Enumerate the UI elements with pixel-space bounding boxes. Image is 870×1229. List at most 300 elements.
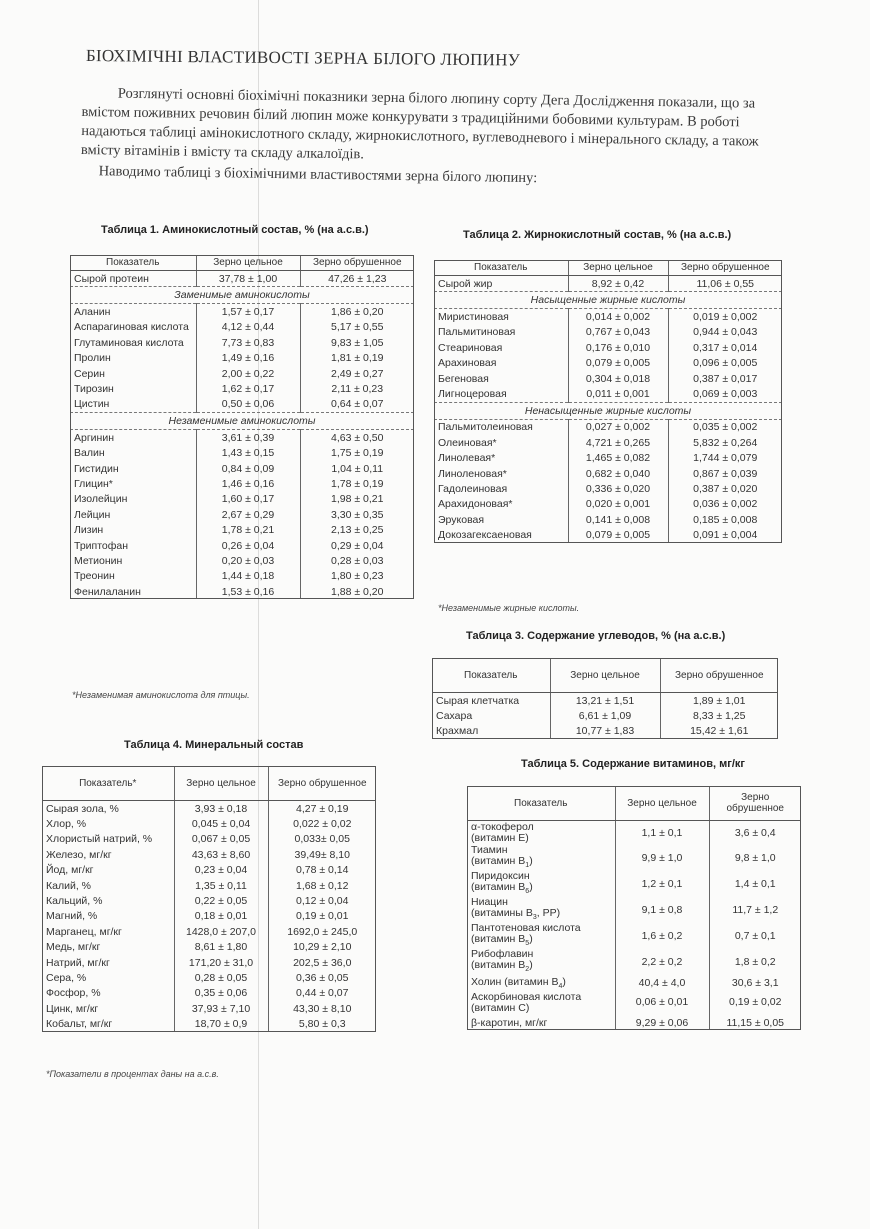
table-row — [70, 476, 414, 491]
label-part: Рибофлавин — [471, 948, 534, 961]
label-part: Железо, мг/кг — [46, 848, 112, 861]
table-row — [467, 897, 801, 923]
label-part: Глутаминовая кислота — [74, 336, 184, 349]
table-row — [42, 878, 376, 893]
label-part: Миристиновая — [438, 311, 509, 324]
cell-hulled: 0,033± 0,05 — [268, 832, 376, 847]
table-row — [467, 821, 801, 846]
table-row — [70, 335, 414, 350]
label-part: Лигноцеровая — [438, 388, 507, 401]
cell-hulled: 2,49 ± 0,27 — [300, 366, 414, 381]
cell-hulled: 0,7 ± 0,1 — [709, 923, 801, 949]
table-row — [467, 975, 801, 990]
label-part: 2 — [525, 966, 530, 974]
row-label — [70, 351, 196, 366]
carbohydrate-table — [432, 658, 778, 739]
row-label — [42, 909, 174, 924]
table-row — [434, 371, 782, 386]
table5-caption: Таблица 5. Содержание витаминов, мг/кг — [521, 758, 745, 770]
table-row — [70, 430, 414, 446]
cell-whole: 9,29 ± 0,06 — [615, 1015, 709, 1030]
row-label — [434, 497, 568, 512]
table-row — [42, 893, 376, 908]
cell-hulled: 0,19 ± 0,02 — [709, 991, 801, 1015]
cell-whole: 1,49 ± 0,16 — [196, 351, 300, 366]
col-header: Зерно цельное — [174, 766, 268, 801]
label-part: Магний, % — [46, 910, 98, 923]
label-part: Сера, % — [46, 971, 87, 984]
label-part: Серин — [74, 367, 105, 380]
table-row — [70, 553, 414, 568]
label-part: Пантотеновая кислота — [471, 922, 581, 935]
row-label — [434, 435, 568, 450]
cell-hulled: 10,29 ± 2,10 — [268, 940, 376, 955]
label-part: Калий, % — [46, 879, 91, 892]
label-part: (витамин В — [471, 881, 526, 894]
cell-whole: 3,61 ± 0,39 — [196, 430, 300, 446]
label-part: Ниацин — [471, 896, 508, 909]
cell-hulled: 2,11 ± 0,23 — [300, 381, 414, 396]
row-label — [42, 924, 174, 939]
cell-hulled: 11,7 ± 1,2 — [709, 897, 801, 923]
cell-whole: 1,2 ± 0,1 — [615, 871, 709, 897]
cell-whole: 40,4 ± 4,0 — [615, 975, 709, 990]
cell-hulled: 1,8 ± 0,2 — [709, 949, 801, 975]
cell-whole: 1,53 ± 0,16 — [196, 584, 300, 599]
label-part: Йод, мг/кг — [46, 864, 94, 877]
row-label — [42, 878, 174, 893]
cell-hulled: 5,80 ± 0,3 — [268, 1016, 376, 1031]
label-part: Медь, мг/кг — [46, 941, 101, 954]
table-row — [70, 397, 414, 413]
cell-whole: 171,20 ± 31,0 — [174, 955, 268, 970]
cell-whole: 37,93 ± 7,10 — [174, 1001, 268, 1016]
label-part: Аспарагиновая кислота — [74, 321, 189, 334]
cell-hulled: 0,78 ± 0,14 — [268, 863, 376, 878]
cell-whole: 0,22 ± 0,05 — [174, 893, 268, 908]
cell-whole: 43,63 ± 8,60 — [174, 847, 268, 862]
label-part: (витамины В — [471, 907, 533, 920]
row-label — [70, 381, 196, 396]
cell-hulled: 0,022 ± 0,02 — [268, 816, 376, 831]
col-header: Зерно обрушенное — [709, 786, 801, 821]
cell-whole: 10,77 ± 1,83 — [550, 724, 660, 739]
table-row — [42, 832, 376, 847]
cell-hulled: 0,069 ± 0,003 — [668, 386, 782, 402]
cell-hulled: 0,035 ± 0,002 — [668, 419, 782, 435]
amino-acid-table — [70, 255, 414, 599]
label-part: ) — [529, 855, 533, 867]
row-label — [432, 708, 550, 723]
label-part: Линолевая* — [438, 452, 496, 465]
cell-hulled: 3,30 ± 0,35 — [300, 507, 414, 522]
label-part: Лизин — [74, 524, 104, 537]
table-row — [42, 801, 376, 817]
row-label — [42, 940, 174, 955]
label-part: Аскорбиновая кислота — [471, 990, 582, 1003]
table3-caption: Таблица 3. Содержание углеводов, % (на а.с.в.) — [466, 630, 726, 642]
label-part: Метионин — [74, 554, 123, 567]
label-part: Олеиновая* — [438, 436, 497, 449]
label-part: (витамин Е) — [471, 832, 529, 844]
table4-caption: Таблица 4. Минеральный состав — [124, 739, 304, 751]
table2-caption: Таблица 2. Жирнокислотный состав, % (на а.с.в.) — [463, 229, 732, 241]
cell-whole: 1,43 ± 0,15 — [196, 446, 300, 461]
label-part: Треонин — [74, 570, 115, 583]
col-header: Зерно обрушенное — [300, 255, 414, 271]
row-label: Сырой жир — [438, 277, 493, 290]
row-label — [434, 356, 568, 371]
cell-hulled: 0,317 ± 0,014 — [668, 340, 782, 355]
label-part: Фосфор, % — [46, 987, 101, 1000]
table-row — [42, 1001, 376, 1016]
row-label — [70, 304, 196, 320]
cell-whole: 0,014 ± 0,002 — [568, 309, 668, 325]
col-header: Зерно цельное — [196, 255, 300, 271]
label-part: Гадолеиновая — [438, 482, 508, 495]
label-part: Глицин* — [74, 477, 113, 490]
cell-whole: 0,18 ± 0,01 — [174, 909, 268, 924]
cell-hulled: 0,19 ± 0,01 — [268, 909, 376, 924]
table-row — [70, 461, 414, 476]
row-label — [42, 970, 174, 985]
row-label — [434, 512, 568, 527]
label-part: ) — [529, 959, 533, 972]
row-label — [70, 397, 196, 413]
label-part: Валин — [74, 447, 105, 460]
label-part: Пальмитиновая — [438, 326, 516, 339]
label-part: Пролин — [74, 352, 111, 365]
row-label — [467, 1015, 615, 1030]
cell-whole: 9,1 ± 0,8 — [615, 897, 709, 923]
table-row — [434, 512, 782, 527]
row-label — [42, 832, 174, 847]
label-part: Линоленовая* — [438, 467, 507, 480]
table-row — [42, 955, 376, 970]
cell-whole: 0,020 ± 0,001 — [568, 497, 668, 512]
row-label: Сырой протеин — [74, 272, 149, 285]
row-label — [42, 955, 174, 970]
table-row — [432, 708, 778, 723]
table-row — [70, 522, 414, 537]
cell-whole: 0,027 ± 0,002 — [568, 419, 668, 435]
cell-hulled: 1,86 ± 0,20 — [300, 304, 414, 320]
cell-hulled: 5,17 ± 0,55 — [300, 320, 414, 335]
row-label — [42, 893, 174, 908]
col-header: Показатель — [70, 255, 196, 271]
cell-whole: 0,682 ± 0,040 — [568, 466, 668, 481]
row-label — [70, 476, 196, 491]
label-part: ) — [562, 976, 566, 989]
cell-whole: 3,93 ± 0,18 — [174, 801, 268, 817]
cell-hulled: 43,30 ± 8,10 — [268, 1001, 376, 1016]
col-header: Показатель — [432, 658, 550, 693]
label-part: 6 — [525, 888, 530, 896]
label-part: ) — [529, 933, 533, 946]
cell-whole: 37,78 ± 1,00 — [196, 271, 300, 287]
row-label — [434, 386, 568, 402]
table-row — [432, 724, 778, 739]
cell-whole: 1,60 ± 0,17 — [196, 492, 300, 507]
cell-whole: 1428,0 ± 207,0 — [174, 924, 268, 939]
table-row — [467, 949, 801, 975]
table-row — [432, 693, 778, 709]
table1-footnote: *Незаменимая аминокислота для птицы. — [72, 690, 250, 700]
cell-hulled: 0,185 ± 0,008 — [668, 512, 782, 527]
table-row — [434, 435, 782, 450]
cell-whole: 0,35 ± 0,06 — [174, 986, 268, 1001]
row-label — [70, 584, 196, 599]
label-part: Аргинин — [74, 431, 115, 444]
cell-whole: 4,12 ± 0,44 — [196, 320, 300, 335]
table-row — [434, 340, 782, 355]
cell-hulled: 0,387 ± 0,020 — [668, 481, 782, 496]
label-part: (витамин С) — [471, 1001, 530, 1014]
cell-whole: 0,23 ± 0,04 — [174, 863, 268, 878]
cell-whole: 1,465 ± 0,082 — [568, 451, 668, 466]
row-label — [434, 419, 568, 435]
intro-text — [80, 84, 781, 192]
label-part: Эруковая — [438, 513, 485, 526]
table4-footnote: *Показатели в процентах даны на а.с.в. — [46, 1069, 219, 1079]
row-label — [432, 724, 550, 739]
cell-hulled: 0,036 ± 0,002 — [668, 497, 782, 512]
cell-whole: 0,079 ± 0,005 — [568, 527, 668, 542]
table-row — [70, 446, 414, 461]
row-label — [467, 845, 615, 871]
label-part: Хлор, % — [46, 818, 87, 831]
label-part: Изолейцин — [74, 493, 128, 506]
cell-whole: 4,721 ± 0,265 — [568, 435, 668, 450]
cell-hulled: 0,944 ± 0,043 — [668, 325, 782, 340]
cell-whole: 0,767 ± 0,043 — [568, 325, 668, 340]
cell-hulled: 1,744 ± 0,079 — [668, 451, 782, 466]
label-part: β-каротин, мг/кг — [471, 1016, 548, 1029]
label-part: Кальций, % — [46, 895, 103, 908]
page-title: БІОХІМІЧНІ ВЛАСТИВОСТІ ЗЕРНА БІЛОГО ЛЮПИНУ — [85, 46, 521, 70]
cell-hulled: 1,68 ± 0,12 — [268, 878, 376, 893]
cell-hulled: 11,06 ± 0,55 — [668, 276, 782, 292]
row-label — [70, 538, 196, 553]
row-label — [434, 481, 568, 496]
label-part: Арахидоновая* — [438, 498, 513, 511]
col-header: Зерно цельное — [568, 260, 668, 276]
label-part: Гистидин — [74, 462, 119, 475]
cell-hulled: 1692,0 ± 245,0 — [268, 924, 376, 939]
table-row — [434, 386, 782, 402]
table-row — [70, 366, 414, 381]
cell-hulled: 1,98 ± 0,21 — [300, 492, 414, 507]
table-row — [42, 970, 376, 985]
label-part: 3 — [532, 914, 537, 922]
vitamin-table — [467, 786, 801, 1030]
table-row — [467, 845, 801, 871]
table-row — [42, 816, 376, 831]
cell-hulled: 0,64 ± 0,07 — [300, 397, 414, 413]
cell-whole: 2,00 ± 0,22 — [196, 366, 300, 381]
cell-hulled: 30,6 ± 3,1 — [709, 975, 801, 990]
label-part: Сырая клетчатка — [436, 694, 520, 707]
table2-footnote: *Незаменимые жирные кислоты. — [438, 603, 580, 613]
cell-hulled: 0,29 ± 0,04 — [300, 538, 414, 553]
cell-hulled: 1,80 ± 0,23 — [300, 569, 414, 584]
cell-whole: 1,46 ± 0,16 — [196, 476, 300, 491]
section-header: Насыщенные жирные кислоты — [434, 292, 782, 309]
cell-hulled: 0,867 ± 0,039 — [668, 466, 782, 481]
table-row — [434, 309, 782, 325]
row-label — [70, 335, 196, 350]
row-label — [42, 986, 174, 1001]
table-row — [70, 507, 414, 522]
cell-hulled: 3,6 ± 0,4 — [709, 821, 801, 846]
table-row — [434, 481, 782, 496]
label-part: Марганец, мг/кг — [46, 925, 122, 938]
cell-hulled: 0,44 ± 0,07 — [268, 986, 376, 1001]
fatty-acid-table — [434, 260, 782, 543]
label-part: (витамин В — [471, 933, 526, 946]
cell-whole: 8,92 ± 0,42 — [568, 276, 668, 292]
row-label — [42, 863, 174, 878]
label-part: Бегеновая — [438, 372, 489, 385]
intro-lead: Наводимо таблиці з біохімічними властивостями зерна білого люпину: — [98, 163, 538, 187]
cell-whole: 0,20 ± 0,03 — [196, 553, 300, 568]
row-label — [434, 309, 568, 325]
label-part: Сырая зола, % — [46, 802, 119, 815]
label-part: Крахмал — [436, 725, 479, 738]
row-label — [434, 371, 568, 386]
row-label — [42, 1001, 174, 1016]
cell-hulled: 1,75 ± 0,19 — [300, 446, 414, 461]
row-label — [70, 446, 196, 461]
row-label — [70, 320, 196, 335]
cell-hulled: 0,019 ± 0,002 — [668, 309, 782, 325]
row-label — [70, 366, 196, 381]
fold-line — [258, 0, 259, 1229]
cell-hulled: 4,27 ± 0,19 — [268, 801, 376, 817]
label-part: Арахиновая — [438, 357, 497, 370]
label-part: 4 — [558, 983, 563, 991]
cell-whole: 6,61 ± 1,09 — [550, 708, 660, 723]
row-label — [467, 897, 615, 923]
label-part: Тирозин — [74, 383, 114, 396]
row-label — [70, 430, 196, 446]
table-row — [70, 538, 414, 553]
label-part: (витамин В — [471, 959, 526, 972]
cell-whole: 1,57 ± 0,17 — [196, 304, 300, 320]
table-row — [434, 451, 782, 466]
cell-whole: 9,9 ± 1,0 — [615, 845, 709, 871]
table-row — [42, 986, 376, 1001]
row-label — [467, 923, 615, 949]
cell-hulled: 4,63 ± 0,50 — [300, 430, 414, 446]
cell-whole: 0,50 ± 0,06 — [196, 397, 300, 413]
table-row — [42, 924, 376, 939]
cell-whole: 0,067 ± 0,05 — [174, 832, 268, 847]
cell-hulled: 1,89 ± 1,01 — [660, 693, 778, 709]
col-header: Зерно обрушенное — [660, 658, 778, 693]
label-part: α-токоферол — [471, 821, 534, 833]
cell-hulled: 202,5 ± 36,0 — [268, 955, 376, 970]
label-part: Триптофан — [74, 539, 129, 552]
cell-hulled: 39,49± 8,10 — [268, 847, 376, 862]
col-header: Зерно обрушенное — [668, 260, 782, 276]
label-part: Стеариновая — [438, 341, 503, 354]
col-header: Зерно цельное — [550, 658, 660, 693]
table-row — [70, 351, 414, 366]
table-row — [434, 419, 782, 435]
table-row — [467, 1015, 801, 1030]
label-part: Докозагексаеновая — [438, 529, 532, 542]
col-header: Зерно обрушенное — [268, 766, 376, 801]
row-label — [467, 871, 615, 897]
col-header: Показатель* — [42, 766, 174, 801]
row-label — [70, 461, 196, 476]
row-label — [42, 801, 174, 817]
cell-hulled: 9,83 ± 1,05 — [300, 335, 414, 350]
row-label — [70, 507, 196, 522]
cell-whole: 0,06 ± 0,01 — [615, 991, 709, 1015]
cell-whole: 8,61 ± 1,80 — [174, 940, 268, 955]
cell-whole: 1,35 ± 0,11 — [174, 878, 268, 893]
col-header: Показатель — [434, 260, 568, 276]
table1-caption: Таблица 1. Аминокислотный состав, % (на а.с.в.) — [101, 224, 369, 236]
cell-hulled: 1,4 ± 0,1 — [709, 871, 801, 897]
label-part: Цистин — [74, 398, 110, 411]
label-part: Сахара — [436, 710, 473, 723]
cell-hulled: 47,26 ± 1,23 — [300, 271, 414, 287]
cell-hulled: 1,78 ± 0,19 — [300, 476, 414, 491]
label-part: Цинк, мг/кг — [46, 1002, 99, 1015]
cell-hulled: 0,091 ± 0,004 — [668, 527, 782, 542]
cell-hulled: 9,8 ± 1,0 — [709, 845, 801, 871]
row-label — [70, 492, 196, 507]
col-header: Зерно цельное — [615, 786, 709, 821]
label-part: Лейцин — [74, 508, 111, 521]
table-row — [434, 527, 782, 542]
table-row — [70, 304, 414, 320]
row-label — [70, 569, 196, 584]
table-row — [467, 991, 801, 1015]
cell-whole: 0,141 ± 0,008 — [568, 512, 668, 527]
col-header: Показатель — [467, 786, 615, 821]
row-label — [434, 451, 568, 466]
label-part: Кобальт, мг/кг — [46, 1018, 113, 1031]
cell-whole: 0,011 ± 0,001 — [568, 386, 668, 402]
cell-whole: 1,62 ± 0,17 — [196, 381, 300, 396]
label-part: (витамин В — [471, 855, 526, 867]
cell-whole: 7,73 ± 0,83 — [196, 335, 300, 350]
section-header: Ненасыщенные жирные кислоты — [434, 402, 782, 419]
label-part: Аланин — [74, 306, 111, 319]
table-row — [467, 871, 801, 897]
cell-hulled: 0,096 ± 0,005 — [668, 356, 782, 371]
cell-whole: 1,6 ± 0,2 — [615, 923, 709, 949]
intro-paragraph: Розглянуті основні біохімічні показники зерна білого люпину сорту Дега Дослідження показали, що за вмістом поживних речовин білий люпин може конкурувати з традиційними бобовими культурам. В роботі надаються таблиці амінокислотного складу, жирнокислотного, вуглеводневого і мінерального складу, а також вмісту вітамінів і вмісту та складу алкалоїдів. — [80, 85, 759, 163]
cell-whole: 0,84 ± 0,09 — [196, 461, 300, 476]
row-label — [434, 340, 568, 355]
cell-hulled: 0,387 ± 0,017 — [668, 371, 782, 386]
cell-whole: 1,78 ± 0,21 — [196, 522, 300, 537]
table-row — [42, 1016, 376, 1031]
cell-whole: 0,28 ± 0,05 — [174, 970, 268, 985]
table-row — [70, 381, 414, 396]
cell-hulled: 0,28 ± 0,03 — [300, 553, 414, 568]
row-label — [434, 527, 568, 542]
row-label — [434, 325, 568, 340]
cell-hulled: 11,15 ± 0,05 — [709, 1015, 801, 1030]
cell-whole: 0,336 ± 0,020 — [568, 481, 668, 496]
cell-whole: 0,045 ± 0,04 — [174, 816, 268, 831]
